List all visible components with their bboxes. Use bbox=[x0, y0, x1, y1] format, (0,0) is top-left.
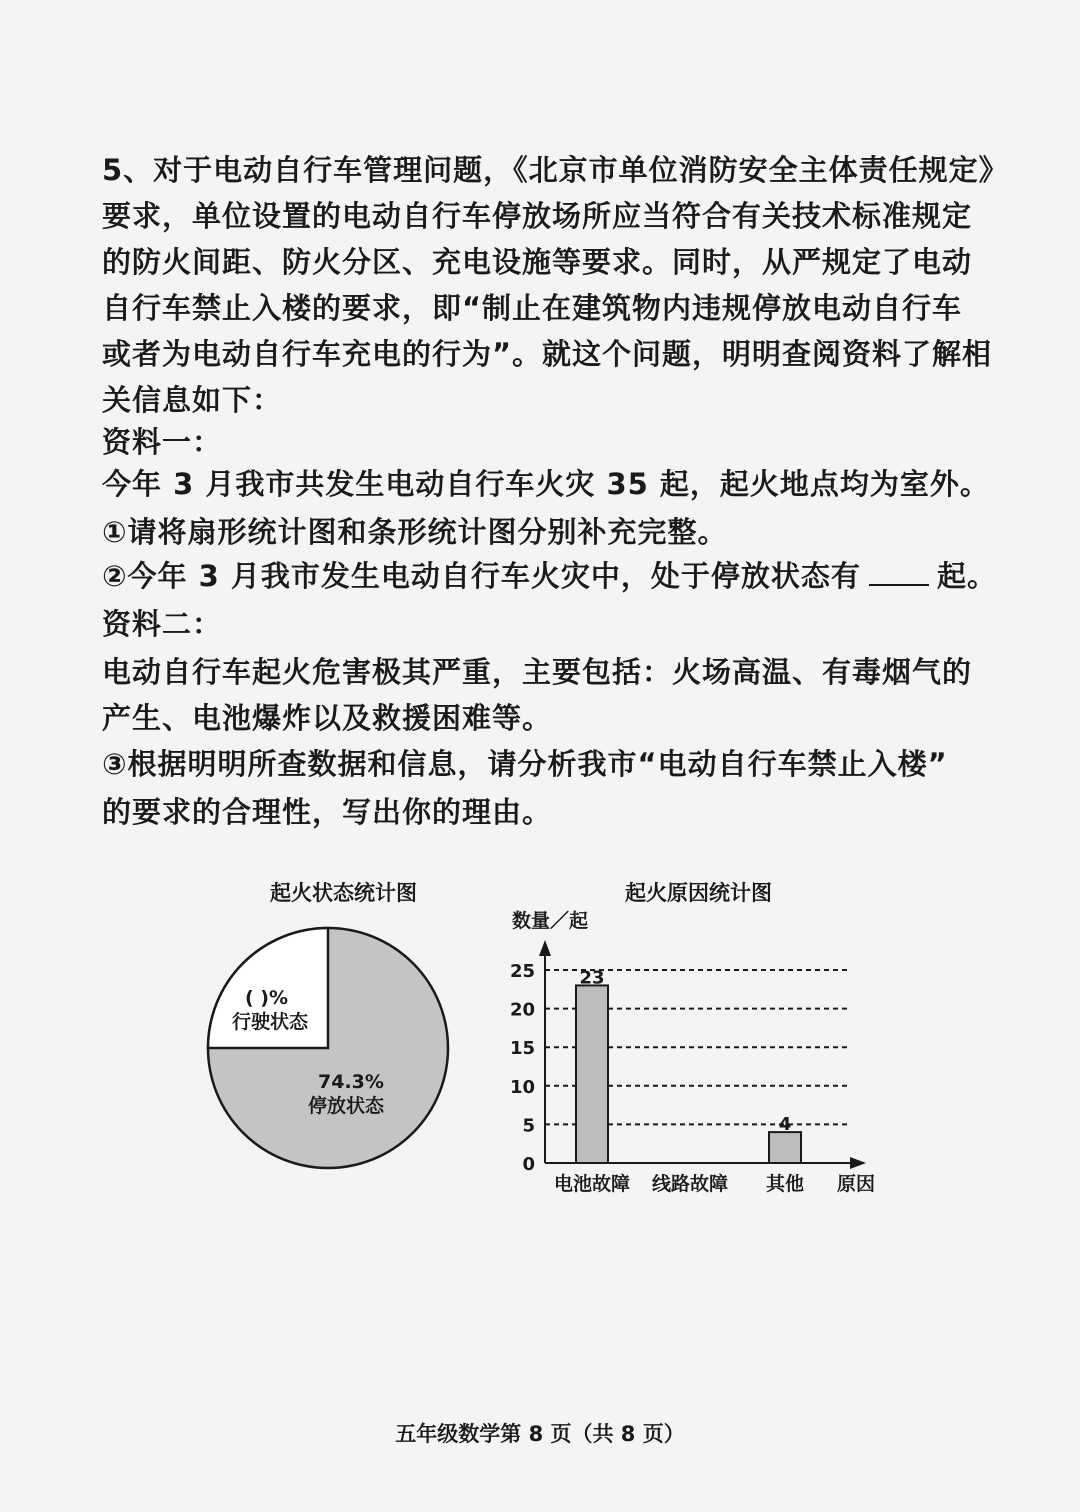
y-tick-label: 20 bbox=[509, 999, 535, 1021]
text-line: 电动自行车起火危害极其严重，主要包括：火场高温、有毒烟气的 bbox=[102, 655, 973, 689]
x-category-label: 线路故障 bbox=[651, 1173, 729, 1195]
text-line: 的防火间距、防火分区、充电设施等要求。同时，从严规定了电动 bbox=[102, 245, 973, 279]
page-footer: 五年级数学第 8 页（共 8 页） bbox=[395, 1422, 685, 1446]
pie-chart-title: 起火状态统计图 bbox=[270, 881, 417, 905]
text-line: 产生、电池爆炸以及救援困难等。 bbox=[102, 701, 553, 735]
text-line: 的要求的合理性，写出你的理由。 bbox=[102, 795, 553, 829]
y-tick-label: 10 bbox=[509, 1076, 535, 1098]
text-line: 今年 3 月我市共发生电动自行车火灾 35 起，起火地点均为室外。 bbox=[102, 467, 990, 501]
text-line: 5、对于电动自行车管理问题，《北京市单位消防安全主体责任规定》 bbox=[102, 153, 1009, 187]
text-line: ①请将扇形统计图和条形统计图分别补充完整。 bbox=[102, 515, 728, 549]
pie-label-parked: 停放状态 bbox=[308, 1095, 385, 1117]
y-axis-arrow bbox=[539, 940, 551, 956]
bar-chart bbox=[500, 900, 900, 1200]
text-line: ③根据明明所查数据和信息，请分析我市“电动自行车禁止入楼” bbox=[102, 747, 948, 781]
bar-chart-title: 起火原因统计图 bbox=[625, 881, 772, 905]
y-axis-label: 数量／起 bbox=[512, 910, 589, 932]
bar-value-label: 4 bbox=[778, 1114, 792, 1136]
text-line: 要求，单位设置的电动自行车停放场所应当符合有关技术标准规定 bbox=[102, 199, 973, 233]
text-line: 或者为电动自行车充电的行为”。就这个问题，明明查阅资料了解相 bbox=[102, 337, 993, 371]
pie-chart bbox=[200, 920, 460, 1180]
text-line: 资料二： bbox=[102, 607, 223, 641]
text-line: 资料一： bbox=[102, 425, 223, 459]
x-axis-arrow bbox=[850, 1157, 866, 1169]
text-line: 关信息如下： bbox=[102, 383, 283, 417]
pie-label-riding-pct: ( )% bbox=[245, 987, 289, 1009]
pie-label-riding: 行驶状态 bbox=[232, 1011, 309, 1033]
bar bbox=[576, 985, 608, 1163]
x-category-label: 电池故障 bbox=[553, 1173, 631, 1195]
x-category-label: 其他 bbox=[765, 1173, 805, 1195]
y-tick-label: 15 bbox=[509, 1038, 535, 1060]
answer-blank[interactable] bbox=[869, 558, 929, 586]
y-tick-label: 25 bbox=[509, 961, 535, 982]
x-axis-label: 原因 bbox=[837, 1173, 876, 1195]
bar bbox=[769, 1132, 801, 1163]
y-tick-label: 0 bbox=[522, 1154, 535, 1175]
text-line: 自行车禁止入楼的要求，即“制止在建筑物内违规停放电动自行车 bbox=[102, 291, 963, 325]
y-tick-label: 5 bbox=[522, 1115, 535, 1137]
bar-value-label: 23 bbox=[579, 967, 605, 989]
pie-label-parked-pct: 74.3% bbox=[318, 1071, 384, 1093]
question-2: ②今年 3 月我市发生电动自行车火灾中，处于停放状态有 起。 bbox=[102, 559, 997, 593]
